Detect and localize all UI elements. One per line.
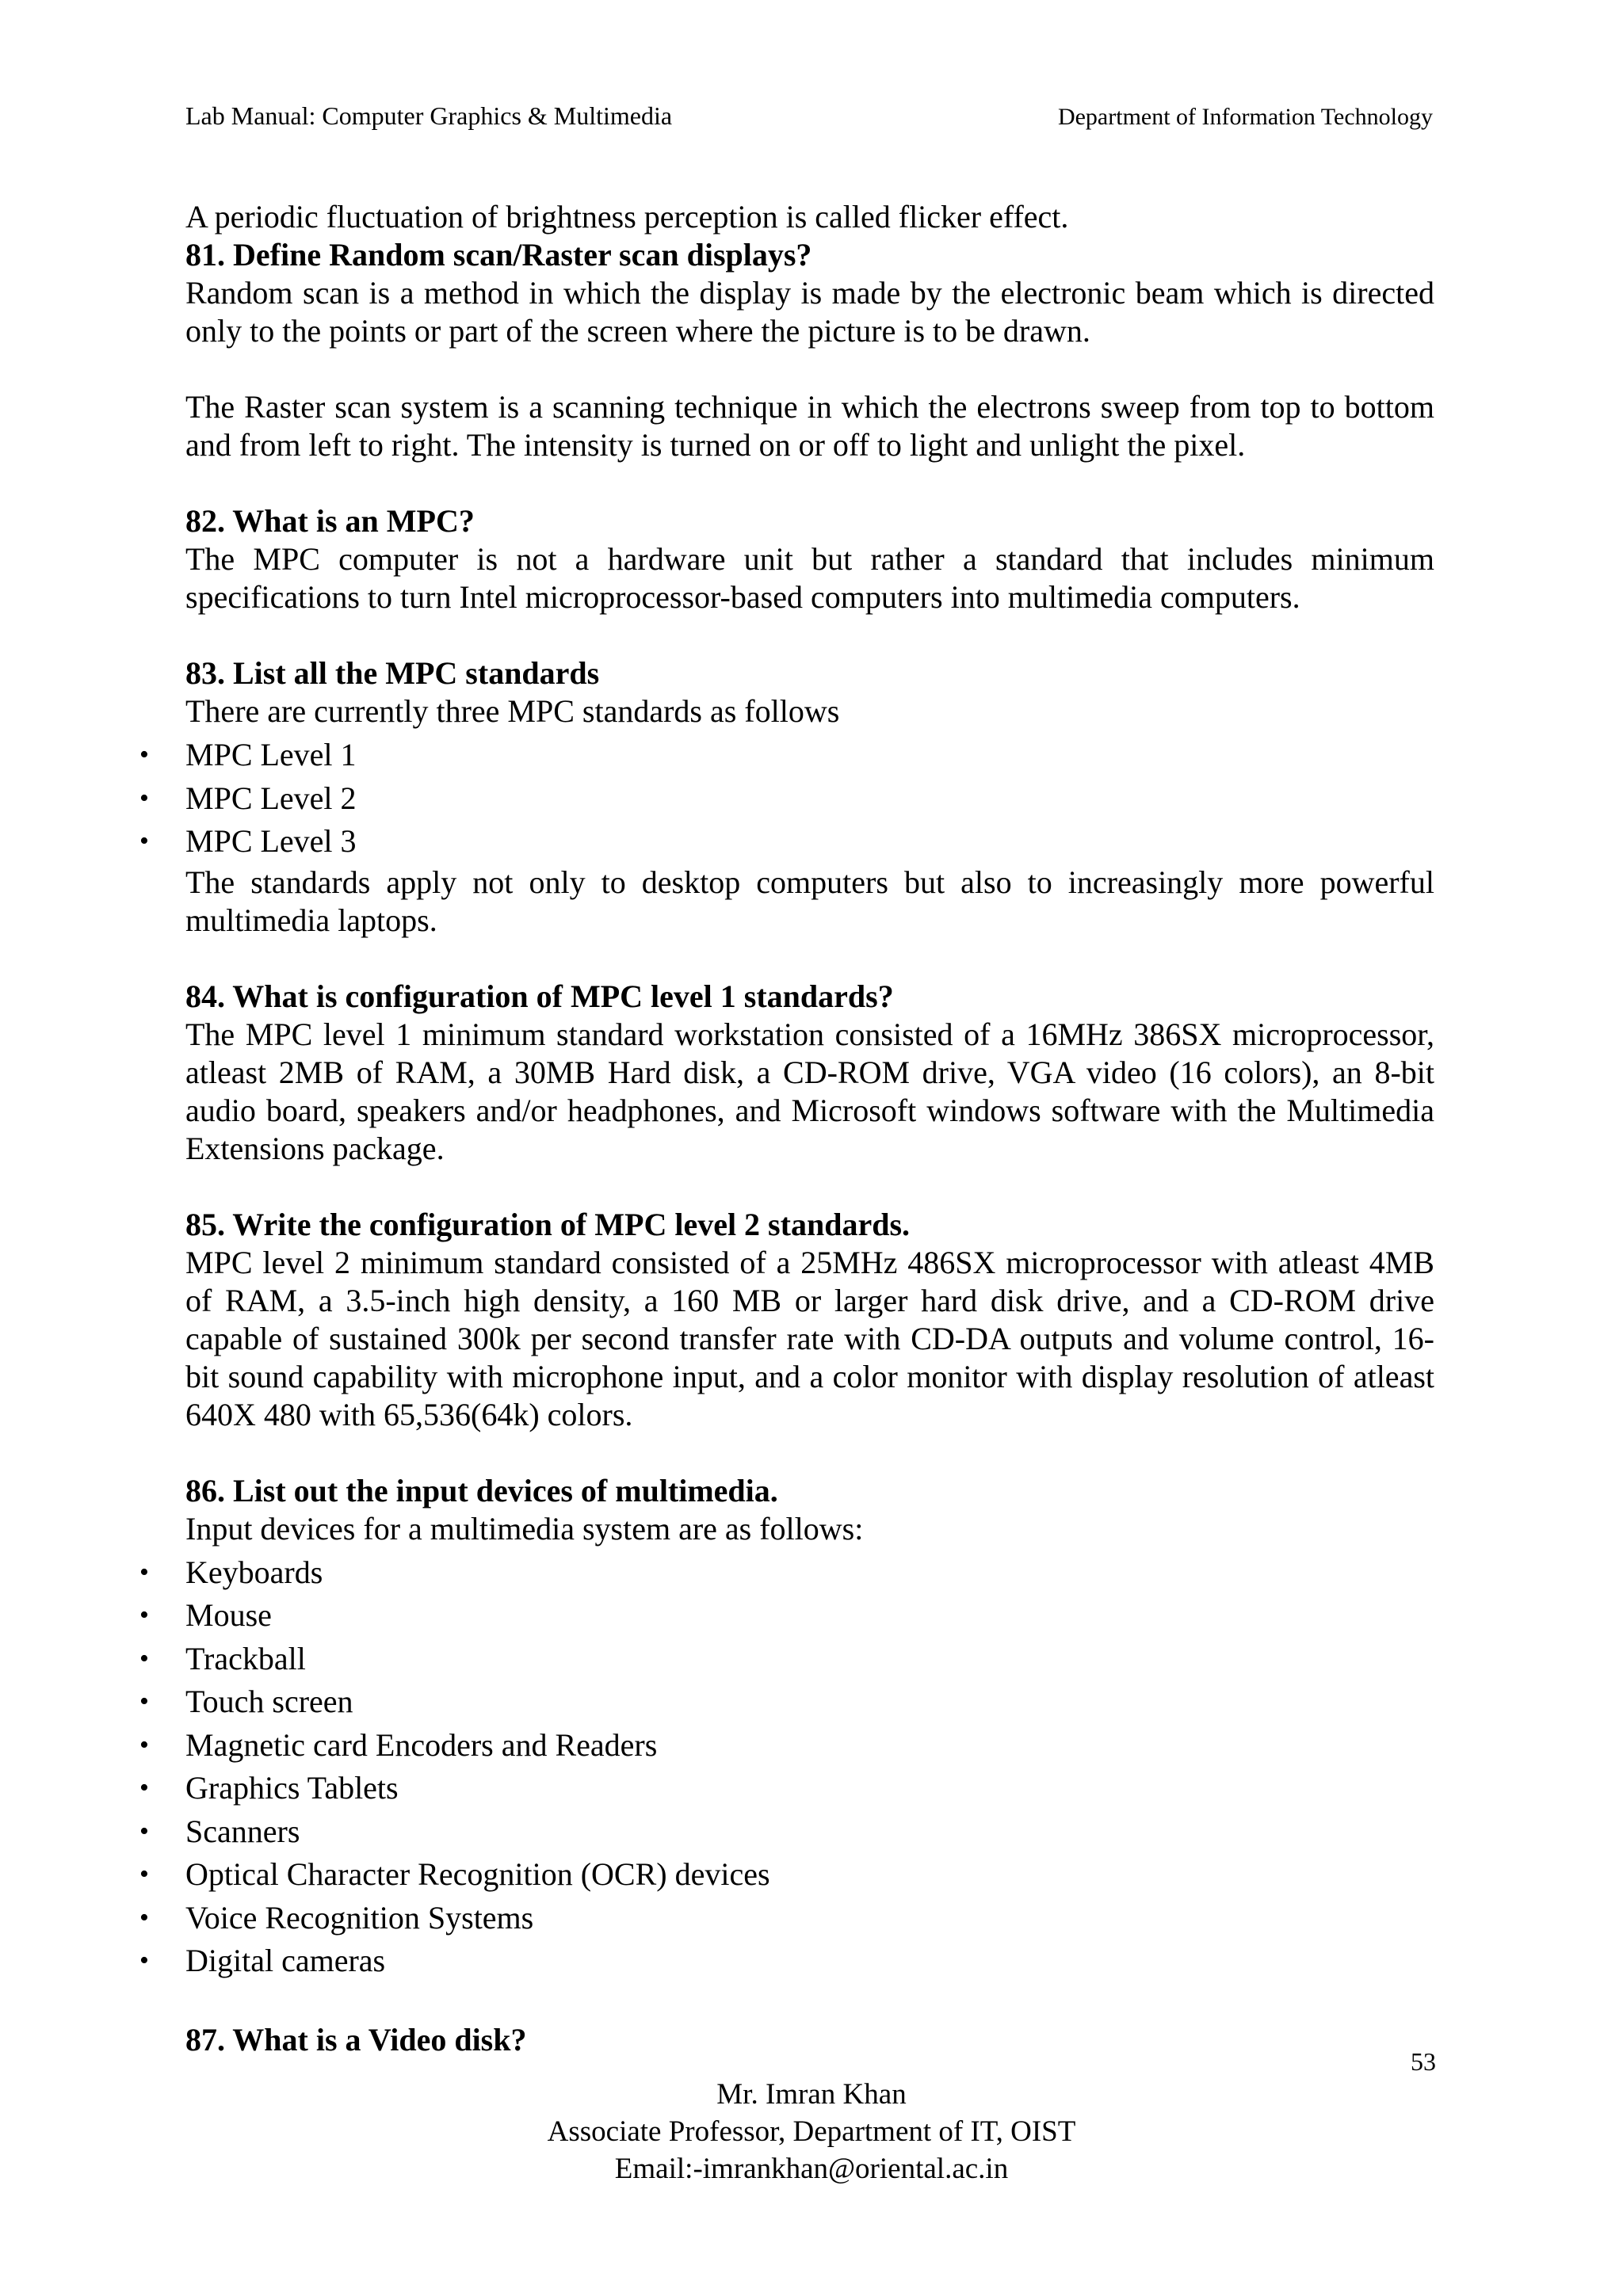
list-item-text: Keyboards bbox=[185, 1554, 323, 1590]
list-item bbox=[139, 1638, 1434, 1681]
list-item-text: Magnetic card Encoders and Readers bbox=[185, 1726, 658, 1763]
input-devices-list bbox=[139, 1551, 1434, 1983]
list-item-text: MPC Level 3 bbox=[185, 823, 357, 859]
bullet-icon: • bbox=[139, 1730, 149, 1760]
bullet-icon: • bbox=[139, 1946, 149, 1975]
list-item-text: Touch screen bbox=[185, 1684, 353, 1719]
list-item bbox=[139, 1724, 1434, 1768]
question-85-title: 85. Write the configuration of MPC level 2 standards. bbox=[185, 1206, 911, 1242]
list-item bbox=[139, 1939, 1434, 1983]
bullet-icon: • bbox=[139, 1557, 149, 1587]
list-item-text: Mouse bbox=[185, 1597, 272, 1633]
list-item-text: MPC Level 1 bbox=[185, 737, 357, 772]
question-84-title: 84. What is configuration of MPC level 1 standards? bbox=[185, 978, 894, 1014]
page-content bbox=[139, 198, 1434, 2059]
bullet-icon: • bbox=[139, 1902, 149, 1932]
spacer bbox=[185, 350, 1434, 388]
list-item-text: Digital cameras bbox=[185, 1943, 386, 1978]
question-83-title: 83. List all the MPC standards bbox=[185, 655, 600, 691]
list-item bbox=[139, 1594, 1434, 1638]
bullet-icon: • bbox=[139, 1773, 149, 1802]
question-82-answer: The MPC computer is not a hardware unit but rather a standard that includes minimum specifications to turn Intel microprocessor-based computers into multimedia computers. bbox=[185, 541, 1434, 615]
spacer bbox=[185, 940, 1434, 978]
list-item bbox=[139, 1767, 1434, 1810]
question-86-lead: Input devices for a multimedia system are as follows: bbox=[185, 1510, 864, 1547]
footer-author-name: Mr. Imran Khan bbox=[716, 2078, 907, 2111]
list-item bbox=[139, 1680, 1434, 1724]
question-85-answer: MPC level 2 minimum standard consisted of a 25MHz 486SX microprocessor with atleast 4MB of RAM, a 3.5-inch high density, a 160 MB or larger hard disk drive, and a CD-ROM drive capable of sustained 300k per second transfer rate with CD-DA outputs and volume control, 16-bit sound capability with microphone input, and a color monitor with display resolution of atleast 640X 480 with 65,536(64k) colors. bbox=[185, 1244, 1434, 1432]
mpc-standards-list bbox=[139, 734, 1434, 864]
footer-author-email: Email:-imrankhan@oriental.ac.in bbox=[614, 2153, 1009, 2185]
bullet-icon: • bbox=[139, 1643, 149, 1673]
bullet-icon: • bbox=[139, 1600, 149, 1630]
header-department: Department of Information Technology bbox=[1057, 104, 1433, 130]
list-item bbox=[139, 1551, 1434, 1595]
list-item bbox=[139, 734, 1434, 777]
list-item bbox=[139, 1897, 1434, 1940]
question-81-answer-random: Random scan is a method in which the display is made by the electronic beam which is directed only to the points or part of the screen where the picture is to be drawn. bbox=[185, 275, 1434, 349]
list-item-text: Scanners bbox=[185, 1813, 300, 1849]
question-83-lead: There are currently three MPC standards as follows bbox=[185, 693, 840, 729]
bullet-icon: • bbox=[139, 1816, 149, 1846]
spacer bbox=[185, 616, 1434, 654]
question-81-answer-raster: The Raster scan system is a scanning technique in which the electrons sweep from top to bottom and from left to right. The intensity is turned on or off to light and unlight the pixel. bbox=[185, 389, 1434, 463]
bullet-icon: • bbox=[139, 826, 149, 856]
list-item-text: Voice Recognition Systems bbox=[185, 1899, 534, 1936]
bullet-icon: • bbox=[139, 740, 149, 769]
spacer bbox=[185, 1168, 1434, 1206]
question-84-answer: The MPC level 1 minimum standard workstation consisted of a 16MHz 386SX microprocessor, atleast 2MB of RAM, a 30MB Hard disk, a CD-ROM drive, VGA video (16 colors), an 8-bit audio board, speakers and/or headphones, and Microsoft windows software with the Multimedia Extensions package. bbox=[185, 1016, 1434, 1166]
page-number: 53 bbox=[1411, 2047, 1436, 2076]
spacer bbox=[185, 464, 1434, 502]
list-item bbox=[139, 1810, 1434, 1854]
list-item-text: Optical Character Recognition (OCR) devices bbox=[185, 1856, 770, 1892]
question-83-after: The standards apply not only to desktop computers but also to increasingly more powerful multimedia laptops. bbox=[185, 864, 1434, 938]
bullet-icon: • bbox=[139, 1687, 149, 1716]
question-82-title: 82. What is an MPC? bbox=[185, 503, 475, 539]
bullet-icon: • bbox=[139, 783, 149, 813]
header-title: Lab Manual: Computer Graphics & Multimedia bbox=[185, 101, 673, 130]
list-item-text: Trackball bbox=[185, 1640, 306, 1676]
question-87-title: 87. What is a Video disk? bbox=[185, 2021, 527, 2058]
spacer bbox=[185, 1434, 1434, 1472]
list-item bbox=[139, 1853, 1434, 1897]
spacer bbox=[185, 1983, 1434, 2021]
question-81-title: 81. Define Random scan/Raster scan displays? bbox=[185, 237, 812, 273]
list-item-text: MPC Level 2 bbox=[185, 780, 357, 816]
bullet-icon: • bbox=[139, 1859, 149, 1889]
footer bbox=[0, 2076, 1623, 2187]
list-item-text: Graphics Tablets bbox=[185, 1770, 399, 1806]
question-86-title: 86. List out the input devices of multimedia. bbox=[185, 1472, 778, 1508]
list-item bbox=[139, 820, 1434, 864]
footer-author-position: Associate Professor, Department of IT, OIST bbox=[547, 2115, 1076, 2148]
intro-text: A periodic fluctuation of brightness perception is called flicker effect. bbox=[185, 199, 1069, 235]
list-item bbox=[139, 777, 1434, 821]
